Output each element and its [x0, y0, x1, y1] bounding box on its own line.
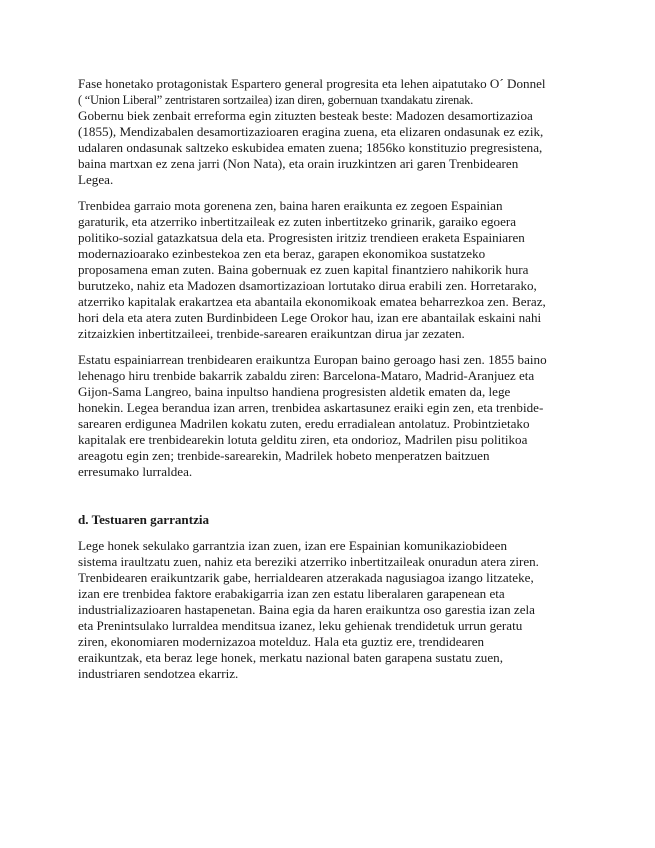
paragraph-4-line: ziren, ekonomiaren modernizazoa motelduz. Hala eta guztiz ere, trendidearen: [78, 634, 485, 649]
paragraph-4-line: eraikuntzak, eta beraz lege honek, merkatu nazional baten garapena sustatu zuen,: [78, 650, 503, 665]
paragraph-4-line: industriaren sendotzea ekarriz.: [78, 666, 239, 681]
paragraph-2-line: hori dela eta atera zuten Burdinbideen Lege Orokor hau, izan ere abantailak eskaini nahi: [78, 310, 542, 325]
paragraph-2-line: atzerriko kapitalak erakartzea eta abantaila ekonomikoak ematea beharrezkoa zen. Beraz,: [78, 294, 546, 309]
paragraph-3-line: erresumako lurraldea.: [78, 464, 193, 479]
paragraph-2: [78, 198, 580, 342]
paragraph-1-line: baina martxan ez zena jarri (Non Nata), eta orain iruzkintzen ari garen Trenbidearen: [78, 156, 519, 171]
paragraph-3-line: honekin. Legea berandua izan arren, trenbidea askartasunez eraiki egin zen, eta trenbide-: [78, 400, 544, 415]
paragraph-4-line: Lege honek sekulako garrantzia izan zuen, izan ere Espainian komunikaziobideen: [78, 538, 507, 553]
paragraph-3-line: areagotu egin zen; trenbide-sarearekin, Madrilek hobeto menperatzen baitzuen: [78, 448, 490, 463]
paragraph-2-line: proposamena eman zuten. Baina gobernuak ez zuen kapital finantziero nahikorik hura: [78, 262, 529, 277]
paragraph-1: [78, 76, 580, 188]
paragraph-4: [78, 538, 580, 682]
paragraph-3: [78, 352, 580, 480]
paragraph-2-line: politiko-sozial gatazkatsua dela eta. Progresisten iritziz trendieen eraketa Espainiaren: [78, 230, 525, 245]
paragraph-1-line: (1855), Mendizabalen desamortizazioaren eragina zuena, eta elizaren ondasunak ez ezik,: [78, 124, 544, 139]
paragraph-3-line: Estatu espainiarrean trenbidearen eraikuntza Europan baino geroago hasi zen. 1855 baino: [78, 352, 547, 367]
paragraph-3-line: Gijon-Sama Langreo, baina inpultso handiena progresisten aldetik ematen da, lege: [78, 384, 511, 399]
paragraph-1-line: Fase honetako protagonistak Espartero general progresita eta lehen aipatutako O´ Donnel: [78, 76, 546, 91]
paragraph-1-line: ( “Union Liberal” zentristaren sortzailea) izan diren, gobernuan txandakatu zirenak.: [78, 93, 474, 107]
paragraph-2-line: modernazioarako ezinbestekoa zen eta beraz, garapen ekonomikoa sustatzeko: [78, 246, 486, 261]
document-page: [78, 76, 580, 682]
paragraph-2-line: burutzeko, nahiz eta Madozen dsamortizazioan lortutako dirua erabili zen. Horretarako,: [78, 278, 537, 293]
paragraph-2-line: zitzaizkien inbertitzaileei, trenbide-sarearen eraikuntzan dirua jar zezaten.: [78, 326, 465, 341]
section-heading: d. Testuaren garrantzia: [78, 512, 210, 527]
paragraph-3-line: kapitalak ere trenbidearekin lotuta gelditu ziren, eta ondorioz, Madrilen pisu politikoa: [78, 432, 528, 447]
paragraph-4-line: izan ere trenbidea faktore erabakigarria izan zen estatu liberalaren garapenean eta: [78, 586, 505, 601]
paragraph-4-line: industrializazioaren hastapenetan. Baina egia da haren eraikuntza oso garestia izan zela: [78, 602, 535, 617]
paragraph-2-line: garaturik, eta atzerriko inbertitzaileak ez zuten inbertitzeko grinarik, garaiko egoera: [78, 214, 517, 229]
paragraph-2-line: Trenbidea garraio mota gorenena zen, baina haren eraikunta ez zegoen Espainian: [78, 198, 503, 213]
paragraph-4-line: Trenbidearen eraikuntzarik gabe, herrialdearen atzerakada nagusiagoa izango litzateke,: [78, 570, 534, 585]
paragraph-3-line: sarearen erdigunea Madrilen kokatu zuten, eredu erradialean antolatuz. Probintzietako: [78, 416, 530, 431]
paragraph-4-line: eta Prenintsulako lurraldea menditsua izanez, leku gehienak trendidetuk urrun geratu: [78, 618, 523, 633]
paragraph-1-line: Legea.: [78, 172, 114, 187]
paragraph-4-line: sistema iraultzatu zuen, nahiz eta bereziki atzerriko inbertitzaileak onuradun atera ziren.: [78, 554, 539, 569]
paragraph-1-line: Gobernu biek zenbait erreforma egin zituzten besteak beste: Madozen desamortizazioa: [78, 108, 533, 123]
paragraph-1-line: udalaren ondasunak saltzeko eskubidea ematen zuena; 1856ko konstituzio pregresistena,: [78, 140, 543, 155]
paragraph-3-line: lehenago hiru trenbide bakarrik zabaldu ziren: Barcelona-Mataro, Madrid-Aranjuez eta: [78, 368, 535, 383]
